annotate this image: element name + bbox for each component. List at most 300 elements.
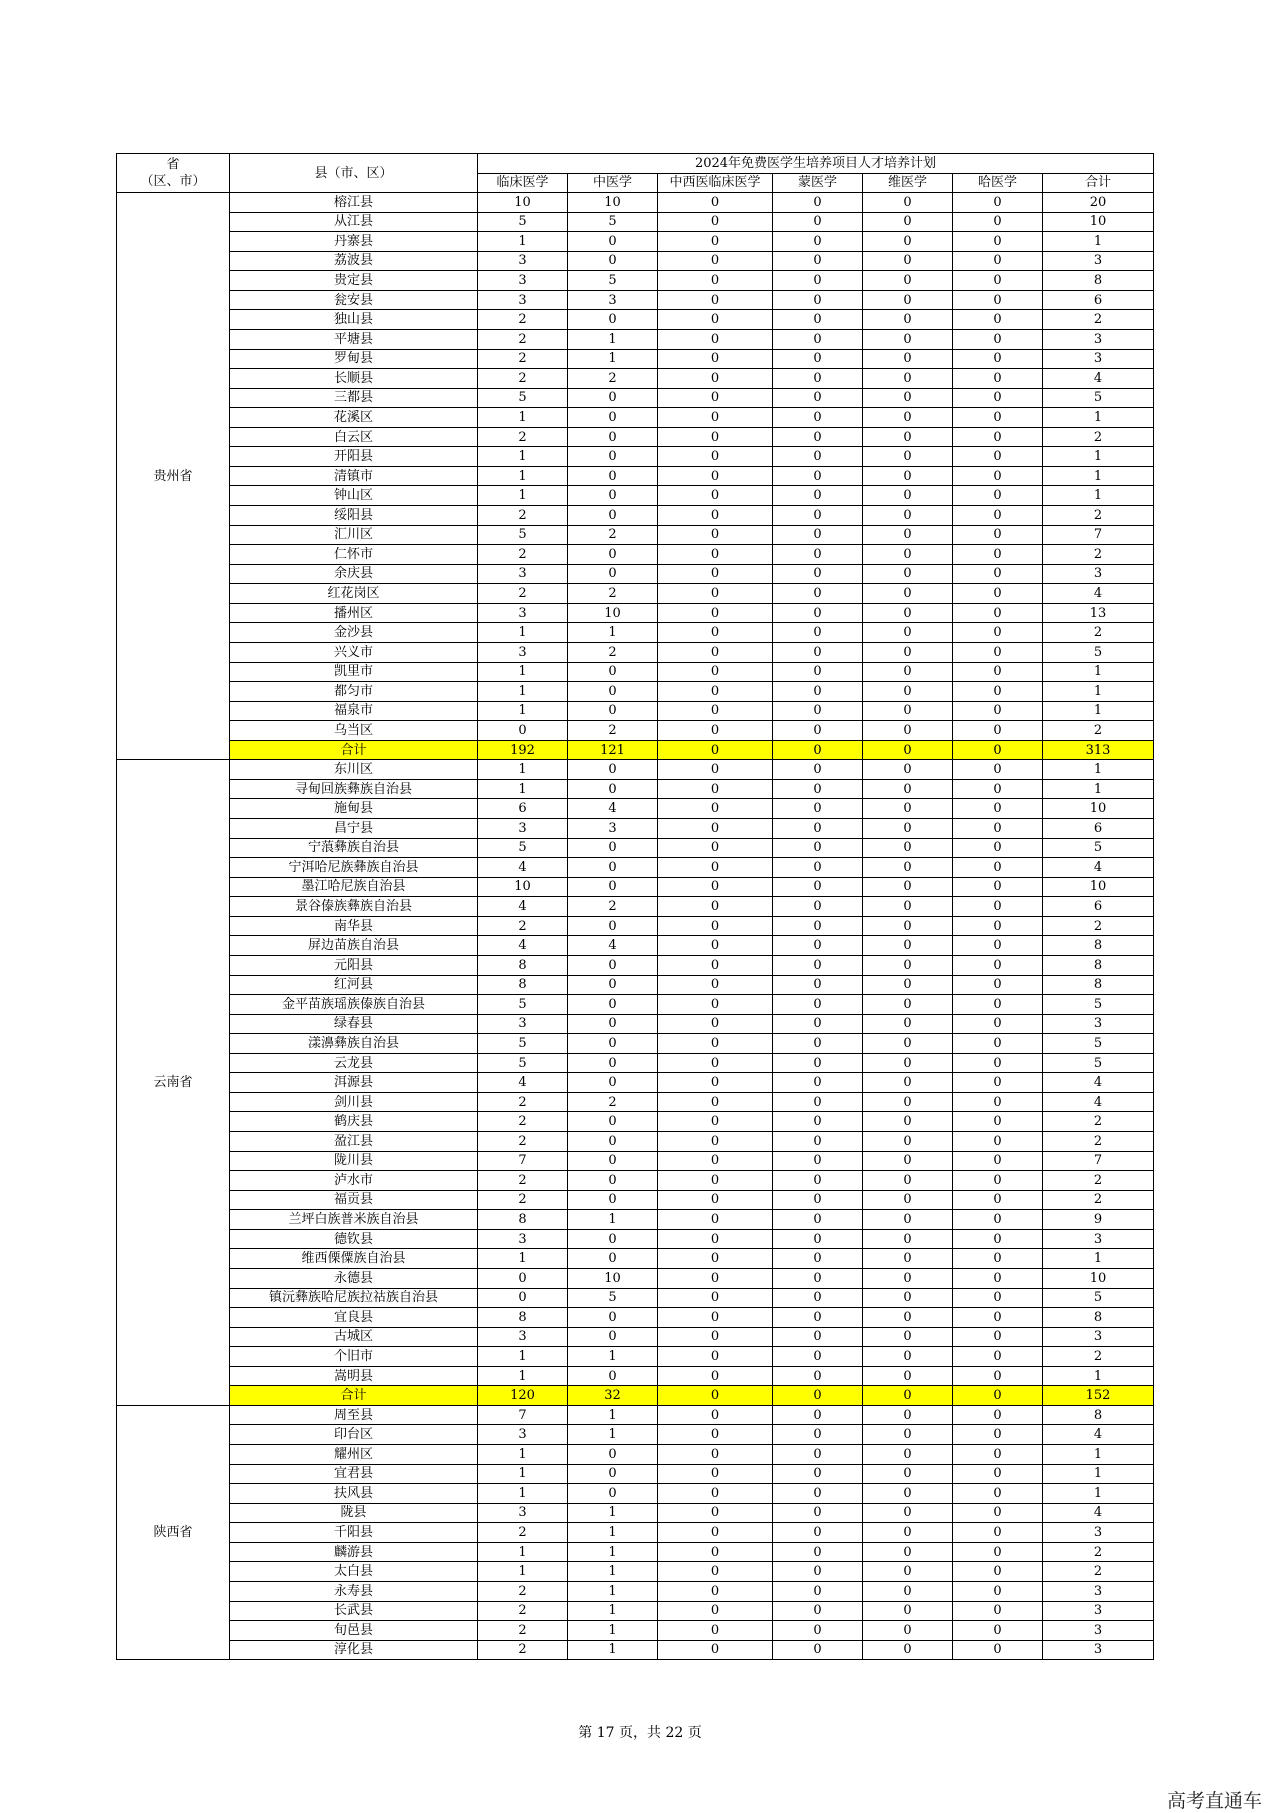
value-cell: 1 [568,1347,658,1367]
value-cell: 0 [863,838,953,858]
table-row [117,1053,1154,1073]
value-cell: 0 [863,525,953,545]
value-cell: 2 [1043,506,1154,526]
value-cell: 0 [773,1484,863,1504]
value-cell: 1 [568,1640,658,1660]
value-cell: 3 [1043,1640,1154,1660]
value-cell: 1 [568,1425,658,1445]
value-cell: 1 [1043,486,1154,506]
value-cell: 3 [478,642,568,662]
value-cell: 0 [568,1464,658,1484]
value-cell: 10 [568,1268,658,1288]
value-cell: 0 [863,1034,953,1054]
county-cell: 荔波县 [230,251,478,271]
value-cell: 1 [478,662,568,682]
table-row [117,1308,1154,1328]
county-cell: 漾濞彝族自治县 [230,1034,478,1054]
value-cell: 3 [478,1327,568,1347]
value-cell: 3 [478,1503,568,1523]
table-row [117,1327,1154,1347]
value-cell: 0 [863,1445,953,1465]
value-cell: 0 [863,447,953,467]
county-cell: 镇沅彝族哈尼族拉祜族自治县 [230,1288,478,1308]
value-cell: 0 [863,1523,953,1543]
value-cell: 6 [1043,290,1154,310]
value-cell: 0 [953,799,1043,819]
county-cell: 三都县 [230,388,478,408]
county-cell: 钟山区 [230,486,478,506]
table-row [117,799,1154,819]
value-cell: 0 [863,1366,953,1386]
value-cell: 0 [863,662,953,682]
value-cell: 0 [773,564,863,584]
value-cell: 0 [773,310,863,330]
value-cell: 0 [953,975,1043,995]
value-cell: 1 [568,349,658,369]
value-cell: 0 [568,1053,658,1073]
value-cell: 0 [863,603,953,623]
value-cell: 4 [1043,858,1154,878]
value-cell: 0 [863,1484,953,1504]
county-cell: 凯里市 [230,662,478,682]
value-cell: 5 [568,1288,658,1308]
value-cell: 0 [658,1034,773,1054]
value-cell: 0 [863,1425,953,1445]
county-cell: 宜君县 [230,1464,478,1484]
value-cell: 0 [658,1053,773,1073]
value-cell: 0 [658,838,773,858]
table-row [117,642,1154,662]
table-row [117,760,1154,780]
table-row [117,819,1154,839]
value-cell: 0 [953,427,1043,447]
value-cell: 0 [773,486,863,506]
value-cell: 0 [658,1581,773,1601]
value-cell: 4 [1043,1092,1154,1112]
value-cell: 0 [953,1366,1043,1386]
value-cell: 0 [773,506,863,526]
value-cell: 1 [1043,232,1154,252]
value-cell: 5 [1043,1034,1154,1054]
value-cell: 0 [568,232,658,252]
county-cell: 麟游县 [230,1542,478,1562]
total-value-cell: 0 [863,740,953,760]
table-row [117,1621,1154,1641]
value-cell: 4 [1043,584,1154,604]
value-cell: 0 [568,466,658,486]
value-cell: 0 [863,1581,953,1601]
value-cell: 0 [658,1445,773,1465]
value-cell: 0 [953,1034,1043,1054]
value-cell: 0 [773,642,863,662]
value-cell: 7 [478,1151,568,1171]
value-cell: 0 [953,603,1043,623]
value-cell: 0 [773,329,863,349]
value-cell: 8 [1043,1405,1154,1425]
value-cell: 0 [863,623,953,643]
county-cell: 德钦县 [230,1229,478,1249]
table-row [117,1562,1154,1582]
value-cell: 0 [773,623,863,643]
value-cell: 0 [568,779,658,799]
value-cell: 0 [658,1249,773,1269]
table-row [117,329,1154,349]
value-cell: 0 [773,1288,863,1308]
value-cell: 0 [953,1288,1043,1308]
value-cell: 0 [773,466,863,486]
value-cell: 0 [658,1171,773,1191]
county-cell: 东川区 [230,760,478,780]
county-cell: 淳化县 [230,1640,478,1660]
county-cell: 榕江县 [230,193,478,213]
value-cell: 3 [1043,1229,1154,1249]
total-value-cell: 120 [478,1386,568,1406]
county-cell: 仁怀市 [230,545,478,565]
county-cell: 旬邑县 [230,1621,478,1641]
value-cell: 0 [568,564,658,584]
value-cell: 0 [773,877,863,897]
value-cell: 0 [658,662,773,682]
value-cell: 0 [773,1210,863,1230]
table-row [117,701,1154,721]
value-cell: 0 [658,486,773,506]
value-cell: 3 [1043,1523,1154,1543]
value-cell: 2 [478,584,568,604]
value-cell: 0 [953,721,1043,741]
value-cell: 0 [863,682,953,702]
value-cell: 0 [863,545,953,565]
value-cell: 0 [953,506,1043,526]
value-cell: 0 [863,1601,953,1621]
value-cell: 0 [568,1484,658,1504]
county-cell: 嵩明县 [230,1366,478,1386]
county-cell: 昌宁县 [230,819,478,839]
value-cell: 0 [863,427,953,447]
value-cell: 0 [658,545,773,565]
value-cell: 0 [568,1366,658,1386]
value-cell: 0 [863,701,953,721]
county-cell: 绿春县 [230,1014,478,1034]
value-cell: 2 [568,642,658,662]
value-cell: 1 [568,329,658,349]
county-cell: 剑川县 [230,1092,478,1112]
value-cell: 0 [953,1425,1043,1445]
value-cell: 2 [1043,1347,1154,1367]
value-cell: 6 [1043,819,1154,839]
value-cell: 0 [568,760,658,780]
value-cell: 0 [953,682,1043,702]
value-cell: 0 [773,1171,863,1191]
value-cell: 0 [863,1249,953,1269]
value-cell: 10 [478,193,568,213]
value-cell: 0 [568,447,658,467]
county-cell: 太白县 [230,1562,478,1582]
value-cell: 10 [568,193,658,213]
county-cell: 贵定县 [230,271,478,291]
value-cell: 0 [953,525,1043,545]
total-row [117,1386,1154,1406]
value-cell: 0 [863,877,953,897]
value-cell: 0 [773,838,863,858]
value-cell: 0 [658,232,773,252]
county-cell: 从江县 [230,212,478,232]
value-cell: 0 [863,1640,953,1660]
value-cell: 0 [568,838,658,858]
value-cell: 0 [953,1132,1043,1152]
county-cell: 绥阳县 [230,506,478,526]
value-cell: 1 [1043,662,1154,682]
province-header: 省 （区、市） [117,154,230,193]
value-cell: 0 [658,819,773,839]
table-row [117,545,1154,565]
value-cell: 3 [568,290,658,310]
value-cell: 3 [478,290,568,310]
value-cell: 3 [478,1425,568,1445]
value-cell: 0 [773,1073,863,1093]
value-cell: 4 [478,897,568,917]
value-cell: 0 [773,584,863,604]
table-row [117,251,1154,271]
value-cell: 5 [478,525,568,545]
value-cell: 0 [953,1053,1043,1073]
value-cell: 0 [773,1053,863,1073]
value-cell: 0 [953,1405,1043,1425]
value-cell: 0 [773,388,863,408]
value-cell: 0 [773,1268,863,1288]
value-cell: 1 [1043,1445,1154,1465]
value-cell: 0 [568,1327,658,1347]
county-cell: 千阳县 [230,1523,478,1543]
table-row [117,877,1154,897]
value-cell: 0 [773,1405,863,1425]
value-cell: 0 [658,897,773,917]
value-cell: 3 [478,271,568,291]
value-cell: 2 [478,1640,568,1660]
county-cell: 印台区 [230,1425,478,1445]
value-cell: 0 [863,819,953,839]
county-cell: 瓮安县 [230,290,478,310]
value-cell: 0 [863,955,953,975]
value-cell: 0 [863,916,953,936]
value-cell: 0 [773,975,863,995]
column-header: 哈医学 [953,173,1043,193]
value-cell: 1 [568,1621,658,1641]
county-cell: 播州区 [230,603,478,623]
value-cell: 0 [773,1581,863,1601]
value-cell: 1 [568,1581,658,1601]
county-cell: 红河县 [230,975,478,995]
value-cell: 0 [658,525,773,545]
table-row [117,584,1154,604]
table-row [117,1249,1154,1269]
value-cell: 8 [478,955,568,975]
value-cell: 0 [863,1405,953,1425]
value-cell: 0 [773,1366,863,1386]
value-cell: 0 [863,799,953,819]
table-row [117,1092,1154,1112]
value-cell: 0 [863,897,953,917]
value-cell: 0 [658,290,773,310]
value-cell: 0 [658,271,773,291]
value-cell: 4 [478,1073,568,1093]
value-cell: 3 [1043,1327,1154,1347]
value-cell: 0 [773,408,863,428]
value-cell: 1 [478,623,568,643]
value-cell: 0 [773,1190,863,1210]
table-row [117,955,1154,975]
value-cell: 4 [568,936,658,956]
value-cell: 3 [478,1014,568,1034]
value-cell: 8 [1043,1308,1154,1328]
value-cell: 0 [658,1523,773,1543]
value-cell: 0 [658,955,773,975]
county-cell: 维西傈僳族自治县 [230,1249,478,1269]
value-cell: 0 [953,310,1043,330]
county-cell: 宜良县 [230,1308,478,1328]
value-cell: 0 [568,975,658,995]
value-cell: 0 [478,721,568,741]
value-cell: 5 [1043,388,1154,408]
value-cell: 3 [478,251,568,271]
value-cell: 0 [658,916,773,936]
value-cell: 5 [1043,838,1154,858]
total-value-cell: 0 [658,1386,773,1406]
value-cell: 4 [1043,1073,1154,1093]
total-value-cell: 0 [953,1386,1043,1406]
value-cell: 0 [478,1268,568,1288]
value-cell: 0 [953,1562,1043,1582]
value-cell: 0 [568,1171,658,1191]
county-cell: 古城区 [230,1327,478,1347]
value-cell: 2 [568,369,658,389]
value-cell: 0 [863,1621,953,1641]
table-row [117,838,1154,858]
value-cell: 0 [863,936,953,956]
value-cell: 0 [953,1308,1043,1328]
value-cell: 0 [773,1425,863,1445]
value-cell: 0 [953,1190,1043,1210]
value-cell: 0 [863,1151,953,1171]
table-row [117,1073,1154,1093]
column-header: 中医学 [568,173,658,193]
value-cell: 1 [478,1542,568,1562]
value-cell: 1 [568,1601,658,1621]
value-cell: 0 [953,1092,1043,1112]
value-cell: 2 [478,545,568,565]
value-cell: 0 [863,1308,953,1328]
table-row [117,1425,1154,1445]
value-cell: 1 [1043,447,1154,467]
value-cell: 0 [658,682,773,702]
value-cell: 1 [568,1503,658,1523]
value-cell: 0 [658,1308,773,1328]
value-cell: 0 [863,1288,953,1308]
value-cell: 0 [863,212,953,232]
value-cell: 0 [773,1014,863,1034]
table-row [117,623,1154,643]
value-cell: 2 [568,897,658,917]
value-cell: 0 [658,1562,773,1582]
value-cell: 0 [658,1014,773,1034]
value-cell: 3 [568,819,658,839]
value-cell: 0 [953,1327,1043,1347]
county-cell: 汇川区 [230,525,478,545]
value-cell: 4 [1043,369,1154,389]
table-row [117,682,1154,702]
table-row [117,1523,1154,1543]
value-cell: 0 [953,1112,1043,1132]
value-cell: 0 [773,251,863,271]
table-row [117,427,1154,447]
value-cell: 0 [773,995,863,1015]
county-cell: 罗甸县 [230,349,478,369]
value-cell: 0 [568,995,658,1015]
value-cell: 0 [658,427,773,447]
value-cell: 0 [863,506,953,526]
value-cell: 0 [568,506,658,526]
value-cell: 0 [658,1112,773,1132]
value-cell: 0 [773,819,863,839]
table-row [117,936,1154,956]
value-cell: 2 [478,1171,568,1191]
value-cell: 2 [1043,1171,1154,1191]
value-cell: 0 [658,642,773,662]
value-cell: 1 [478,1464,568,1484]
value-cell: 7 [478,1405,568,1425]
county-cell: 丹寨县 [230,232,478,252]
value-cell: 0 [658,251,773,271]
value-cell: 0 [773,1347,863,1367]
value-cell: 0 [953,1249,1043,1269]
county-cell: 福泉市 [230,701,478,721]
value-cell: 0 [953,1640,1043,1660]
province-cell: 陕西省 [117,1405,230,1659]
value-cell: 0 [953,955,1043,975]
value-cell: 0 [568,310,658,330]
value-cell: 0 [953,290,1043,310]
value-cell: 0 [773,1112,863,1132]
value-cell: 2 [1043,427,1154,447]
value-cell: 0 [863,466,953,486]
value-cell: 1 [1043,466,1154,486]
value-cell: 1 [478,682,568,702]
value-cell: 0 [953,897,1043,917]
value-cell: 0 [773,545,863,565]
value-cell: 0 [658,760,773,780]
county-cell: 都匀市 [230,682,478,702]
value-cell: 0 [773,427,863,447]
value-cell: 0 [773,1151,863,1171]
value-cell: 0 [863,975,953,995]
county-cell: 福贡县 [230,1190,478,1210]
value-cell: 0 [953,1601,1043,1621]
table-row [117,603,1154,623]
value-cell: 0 [773,799,863,819]
value-cell: 0 [863,1542,953,1562]
value-cell: 4 [568,799,658,819]
value-cell: 0 [773,955,863,975]
table-row [117,1288,1154,1308]
value-cell: 2 [568,584,658,604]
value-cell: 0 [953,1621,1043,1641]
value-cell: 1 [478,486,568,506]
table-row [117,447,1154,467]
value-cell: 0 [658,388,773,408]
value-cell: 0 [658,1621,773,1641]
value-cell: 5 [478,838,568,858]
value-cell: 0 [773,1445,863,1465]
value-cell: 0 [658,1092,773,1112]
